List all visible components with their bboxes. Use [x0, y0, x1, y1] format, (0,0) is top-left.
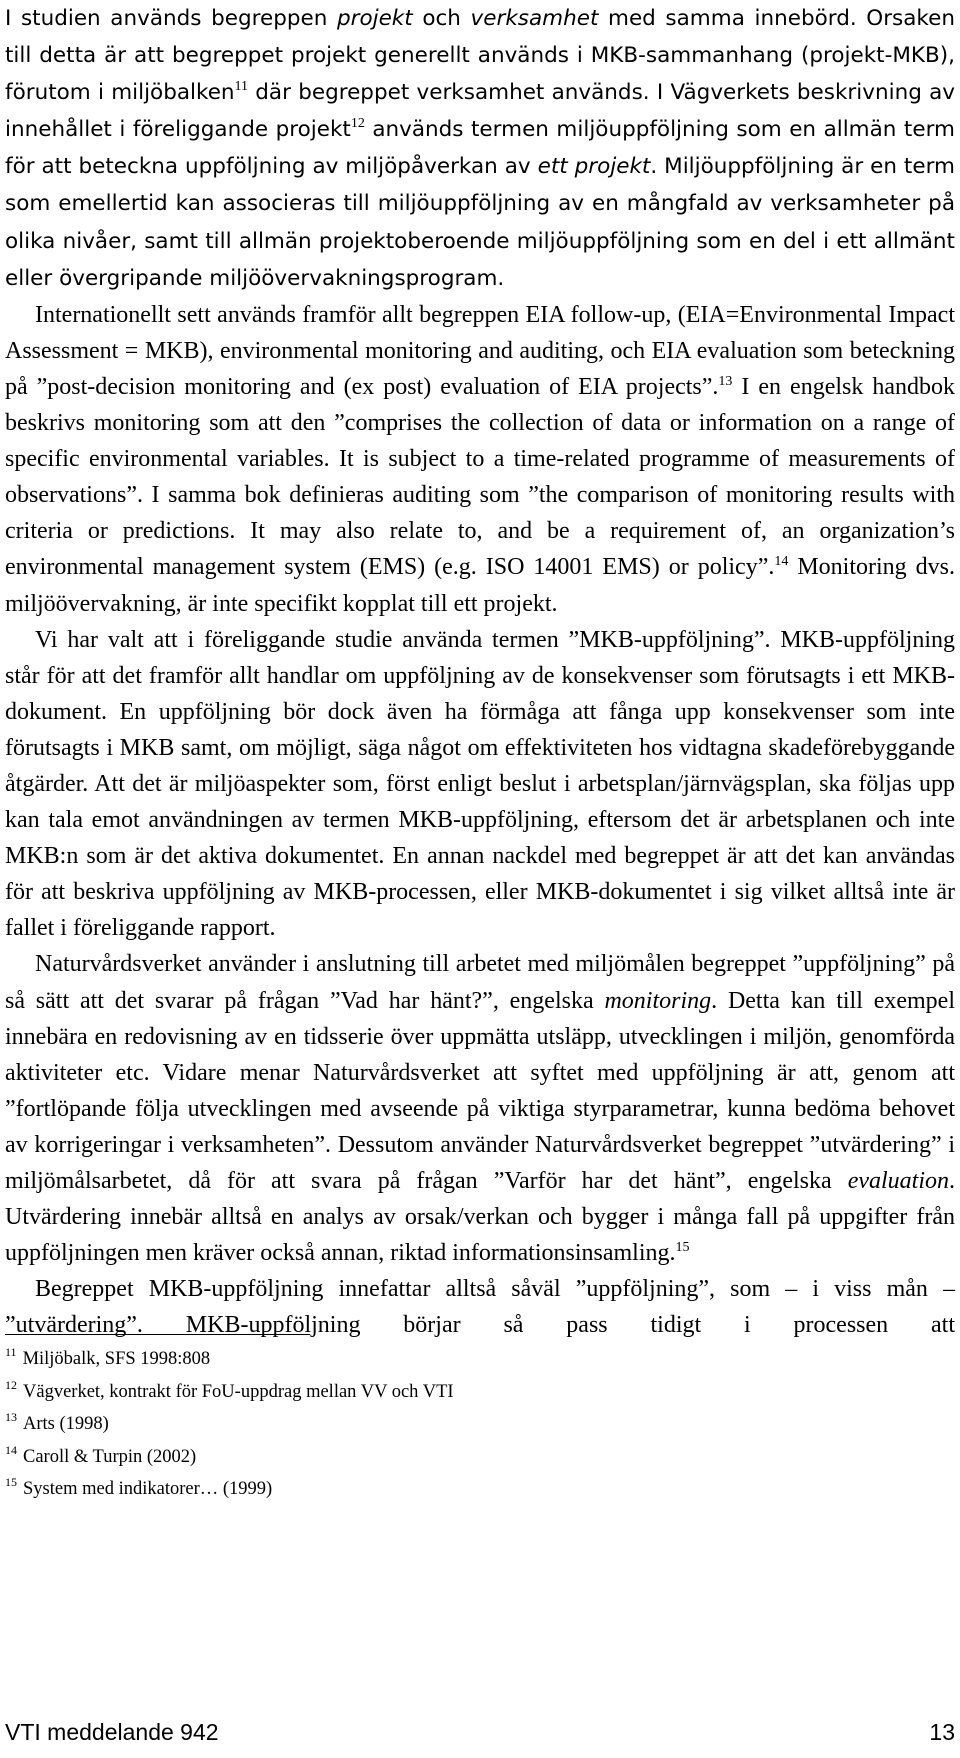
text-run: . Detta kan till exempel innebära en redovisning av en tidsserie över uppmätta utsläpp, utvecklingen i miljön, genomförda aktiviteter etc. Vidare menar Naturvårdsverket att syftet med uppföljning är att, genom att ”fortlöpande följa utvecklingen med avseende på viktiga styrparametrar, kunna bedöma behovet av korrigeringar i verksamheten”. Dessutom använder Naturvårdsverket begreppet ”utvärdering” i miljömålsarbetet, då för att svara på frågan ”Varför har det hänt”, engelska: [5, 987, 955, 1194]
text-run: verksamhet: [470, 6, 599, 31]
publication-name: VTI meddelande 942: [5, 1719, 219, 1745]
body-text: [5, 0, 955, 1343]
footnote: [5, 1441, 905, 1474]
footnote-text: System med indikatorer… (1999): [23, 1479, 273, 1500]
footnote-reference: 14: [774, 554, 789, 570]
text-run: evaluation: [847, 1168, 949, 1194]
footnote-number: 12: [5, 1377, 17, 1392]
footnote: [5, 1343, 905, 1376]
footnote-reference: 11: [234, 79, 249, 95]
paragraph: [5, 946, 955, 1271]
paragraph: [5, 1271, 955, 1343]
footnote-number: 11: [5, 1345, 17, 1359]
text-run: där begreppet verksamhet används. I Vägverkets beskrivning av innehållet i föreliggande projekt: [5, 80, 955, 143]
text-run: och: [412, 6, 471, 31]
footnote-number: 13: [5, 1410, 17, 1425]
footnote: [5, 1473, 905, 1506]
text-run: I studien används begreppen: [5, 6, 337, 31]
text-run: Vi har valt att i föreliggande studie använda termen ”MKB-uppföljning”. MKB-uppföljning står för att det framför allt handlar om uppföljning av de konsekvenser som förutsagts i ett MKB-dokument. En uppföljning bör dock även ha förmåga att fånga upp konsekvenser som inte förutsagts i MKB samt, om möjligt, säga något om effektiviteten hos vidtagna skadeförebyggande åtgärder. Att det är miljöaspekter som, först enligt beslut i arbetsplan/järnvägsplan, ska följas upp kan tala emot användningen av termen MKB-uppföljning, eftersom det är arbetsplanen och inte MKB:n som är det aktiva dokumentet. En annan nackdel med begreppet är att det kan användas för att beskriva uppföljning av MKB-processen, eller MKB-dokumentet i sig vilket alltså inte är fallet i föreliggande rapport.: [5, 626, 955, 942]
text-run: Internationellt sett används framför allt begreppen EIA follow-up, (EIA=Environmental Impact Assessment = MKB), environmental monitoring and auditing, och EIA evaluation som beteckning på ”post-decision monitoring and (ex post) evaluation of EIA projects”.: [5, 301, 955, 400]
footnote: [5, 1376, 905, 1409]
footnote-reference: 12: [350, 116, 365, 132]
footnote-text: Arts (1998): [23, 1414, 109, 1435]
text-run: . Utvärdering innebär alltså en analys av orsak/verkan och bygger i många fall på uppgifter från uppföljningen men kräver också annan, riktad informationsinsamling.: [5, 1168, 955, 1267]
footnotes: [5, 1343, 905, 1506]
footnote-number: 15: [5, 1475, 17, 1490]
page-number: 13: [929, 1719, 955, 1745]
footnote: [5, 1408, 905, 1441]
text-run: Begreppet MKB-uppföljning innefattar alltså såväl ”uppföljning”, som – i viss mån – ”utvärdering”. MKB-uppföljning börjar så pass tidigt i processen att: [5, 1276, 955, 1339]
text-run: monitoring: [604, 987, 712, 1014]
text-run: projekt: [336, 6, 413, 31]
footnote-number: 14: [5, 1442, 17, 1457]
text-run: med samma innebörd. Orsaken till detta är att begreppet projekt generellt används i MKB-sammanhang (projekt-MKB), förutom i miljöbalken: [5, 6, 955, 106]
paragraph: [5, 0, 955, 297]
paragraph: [5, 297, 955, 622]
text-run: ett projekt: [537, 154, 651, 180]
text-run: används termen miljöuppföljning som en allmän term för att beteckna uppföljning av miljöpåverkan av: [5, 117, 955, 180]
footnote-text: Vägverket, kontrakt för FoU-uppdrag mellan VV och VTI: [23, 1381, 454, 1402]
footnote-reference: 15: [675, 1240, 690, 1256]
footnote-text: Miljöbalk, SFS 1998:808: [22, 1349, 211, 1369]
footnote-separator: [5, 1334, 310, 1335]
page-footer: [5, 1712, 955, 1752]
text-run: I en engelsk handbok beskrivs monitoring som att den ”comprises the collection of data or information on a range of specific environmental variables. It is subject to a time-related programme of measurements of observations”. I samma bok definieras auditing som ”the comparison of monitoring results with criteria or predictions. It may also relate to, and be a requirement of, an organization’s environmental management system (EMS) (e.g. ISO 14001 EMS) or policy”.: [5, 373, 956, 581]
text-run: . Miljöuppföljning är en term som emellertid kan associeras till miljöuppföljning av en mångfald av verksamheter på olika nivåer, samt till allmän projektoberoende miljöuppföljning som en del i ett allmänt eller övergripande miljöövervakningsprogram.: [5, 154, 955, 291]
paragraph: [5, 622, 955, 947]
footnote-text: Caroll & Turpin (2002): [23, 1446, 197, 1467]
text-run: Naturvårdsverket använder i anslutning till arbetet med miljömålen begreppet ”uppföljning” på så sätt att det svarar på frågan ”Vad har hänt?”, engelska: [5, 951, 955, 1014]
footnote-reference: 13: [718, 373, 733, 389]
text-run: Monitoring dvs. miljöövervakning, är inte specifikt kopplat till ett projekt.: [5, 554, 955, 617]
